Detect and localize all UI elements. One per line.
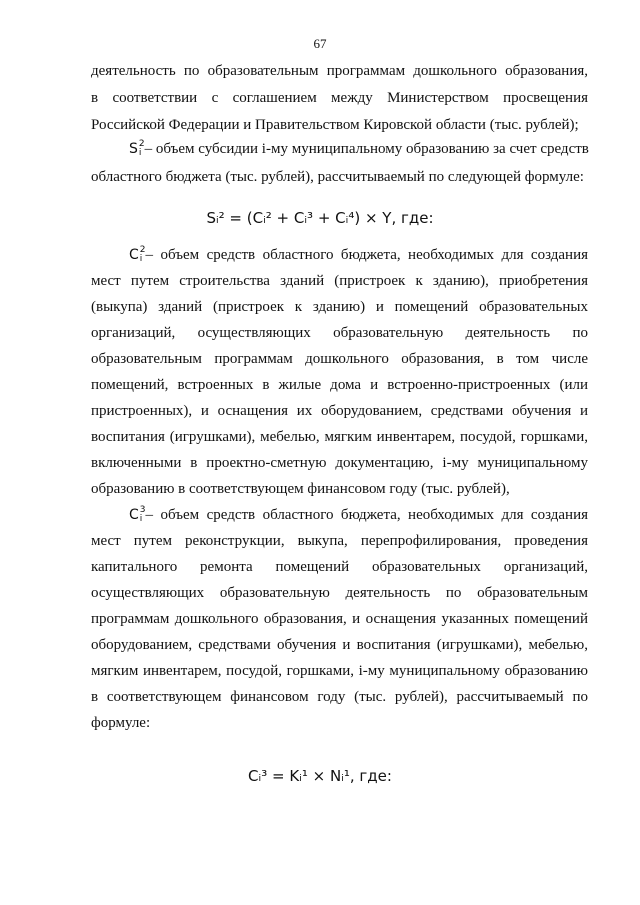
page-number: 67 [313, 36, 327, 51]
symbol-c3i: C 3 i [129, 505, 146, 524]
symbol-c2i: C 2 i [129, 245, 146, 264]
text-line-c2-definition: C 2 i – объем средств областного бюджета, необходимых для создания [129, 245, 588, 264]
symbol-s2i: S 2 i [129, 139, 145, 158]
text-line: мест путем реконструкции, выкупа, перепрофилирования, проведения [91, 533, 588, 549]
text-line: помещений, встроенных в жилые дома и встроенно-пристроенных (или [91, 377, 588, 393]
text-line-s2-definition: S 2 i – объем субсидии i-му муниципальному образованию за счет средств [129, 139, 589, 158]
text-line: осуществляющих образовательную деятельность по образовательным [91, 585, 588, 601]
text-line: (выкупа) зданий (пристроек к зданию) и помещений образовательных [91, 299, 588, 315]
text-line: формуле: [91, 715, 151, 731]
text-line: областного бюджета (тыс. рублей), рассчитываемый по следующей формуле: [91, 169, 584, 185]
formula-c3: Cᵢ³ = Kᵢ¹ × Nᵢ¹, где: [248, 767, 392, 785]
text-line: организаций, осуществляющих образовательную деятельность по [91, 325, 588, 341]
text-line: пристроенных), и оснащения их оборудованием, средствами обучения и [91, 403, 588, 419]
text-line: оборудованием, средствами обучения и воспитания (игрушками), мебелью, [91, 637, 588, 653]
text-line: в соответствии с соглашением между Министерством просвещения [91, 90, 588, 106]
formula-s2: Sᵢ² = (Cᵢ² + Cᵢ³ + Cᵢ⁴) × Y, где: [206, 209, 434, 227]
text-line: капитального ремонта помещений образовательных организаций, [91, 559, 588, 575]
text-line: Российской Федерации и Правительством Кировской области (тыс. рублей); [91, 117, 579, 133]
text-line: образованию в соответствующем финансовом году (тыс. рублей), [91, 481, 510, 497]
text-line: мест путем строительства зданий (пристроек к зданию), приобретения [91, 273, 588, 289]
text-line: образовательным программам дошкольного образования, в том числе [91, 351, 588, 367]
text-line: воспитания (игрушками), мебелью, мягким инвентарем, посудой, горшками, [91, 429, 588, 445]
text-line: включенными в проектно-сметную документацию, i-му муниципальному [91, 455, 588, 471]
text-line: программам дошкольного образования, и оснащения указанных помещений [91, 611, 588, 627]
text-line: мягким инвентарем, посудой, горшками, i-му муниципальному образованию [91, 663, 588, 679]
text-line: деятельность по образовательным программам дошкольного образования, [91, 63, 588, 79]
text-line: в соответствующем финансовом году (тыс. рублей), рассчитываемый по [91, 689, 588, 705]
text-line-c3-definition: C 3 i – объем средств областного бюджета, необходимых для создания [129, 505, 588, 524]
